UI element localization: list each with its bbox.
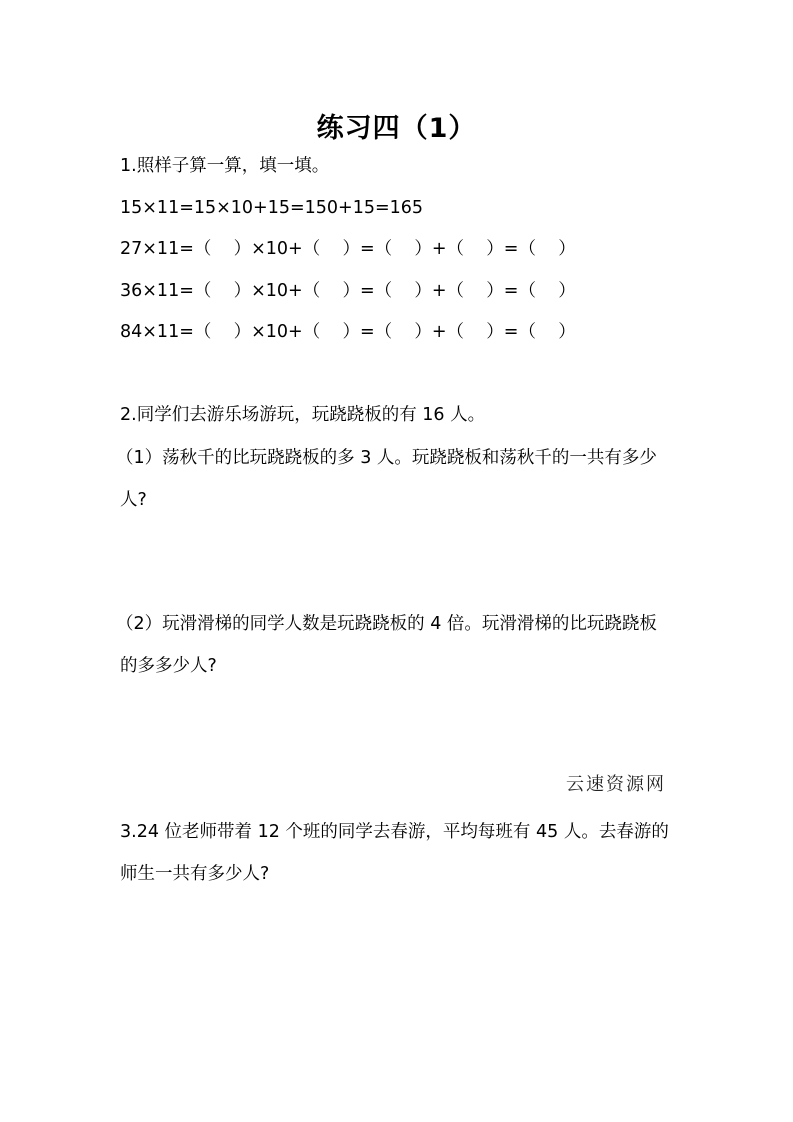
question-3-line2: 师生一共有多少人? — [120, 864, 270, 884]
question-1-example: 15×11=15×10+15=150+15=165 — [120, 198, 424, 218]
watermark: 云速资源网 — [566, 774, 666, 795]
question-1-row: 27×11=（ ）×10+（ ）=（ ）+（ ）=（ ） — [120, 239, 576, 259]
question-1-prompt: 1.照样子算一算，填一填。 — [120, 156, 330, 176]
question-2-sub2-line1: （2）玩滑滑梯的同学人数是玩跷跷板的 4 倍。玩滑滑梯的比玩跷跷板 — [116, 614, 657, 634]
question-2-prompt: 2.同学们去游乐场游玩，玩跷跷板的有 16 人。 — [120, 405, 486, 425]
question-2-sub1-line2: 人? — [120, 490, 147, 510]
question-1-row: 84×11=（ ）×10+（ ）=（ ）+（ ）=（ ） — [120, 322, 576, 342]
page-title: 练习四（1） — [316, 113, 477, 144]
question-2-sub1-line1: （1）荡秋千的比玩跷跷板的多 3 人。玩跷跷板和荡秋千的一共有多少 — [116, 448, 657, 468]
question-1-row: 36×11=（ ）×10+（ ）=（ ）+（ ）=（ ） — [120, 281, 576, 301]
question-2-sub2-line2: 的多多少人? — [120, 656, 217, 676]
question-3-line1: 3.24 位老师带着 12 个班的同学去春游，平均每班有 45 人。去春游的 — [120, 822, 669, 842]
